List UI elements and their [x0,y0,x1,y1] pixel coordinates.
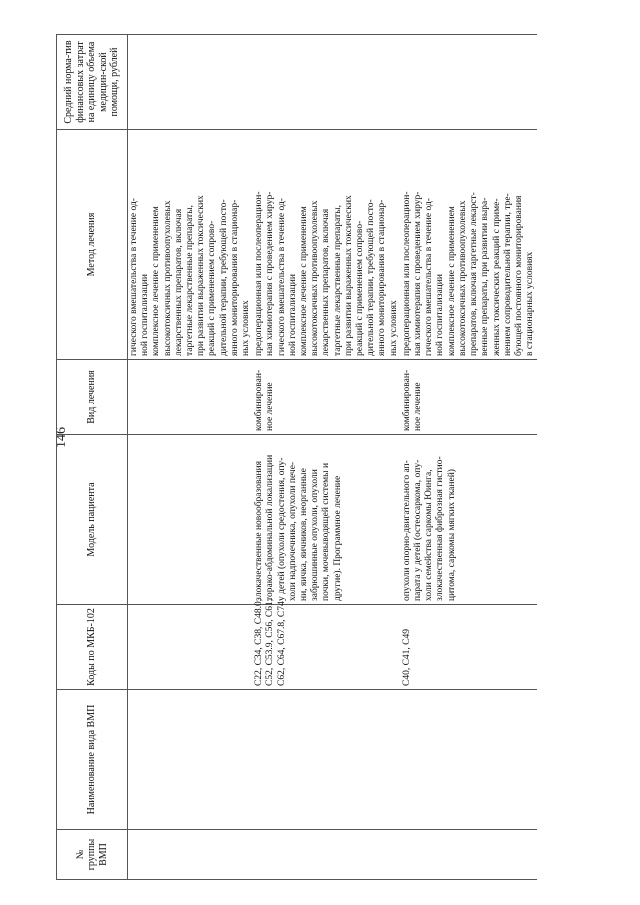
cell-cost [401,35,537,130]
header-group: № группы ВМП [57,830,128,880]
cell-group [253,830,401,880]
cell-line: комплексное лечение с применением [151,206,162,356]
cell-line: холи надпочечника, опухоли пече- [287,461,298,601]
cell-line: таргетные лекарственные препараты, [185,205,196,356]
rotated-table-container [56,35,631,880]
cell-line: препаратов, включая таргетные лекарст- [469,192,480,356]
cell-codes [253,598,401,690]
cell-line: другие). Программное лечение [332,475,343,601]
cell-line: ных условиях [388,300,399,356]
cell-line: цитома, саркомы мягких тканей) [446,469,457,601]
cell-line: высокотоксичных противоопухолевых [457,200,468,356]
cell-line: у детей (опухоли средостения, опу- [276,457,287,601]
table-row [253,35,401,880]
cell-group [401,830,537,880]
cell-line: C52, C53.9, C56, C61, [265,598,276,686]
cell-line: ное лечение [413,382,424,431]
cell-line: при развитии выраженных токсических [196,195,207,356]
cell-line: лекарственных препаратов, включая [173,208,184,356]
cell-method [128,130,254,360]
cell-line: в стационарных условиях [525,251,536,356]
cell-line: злокачественная фиброзная гистио- [435,456,446,601]
cell-line: C22, C34, C38, C48.0, [254,598,265,686]
cell-line: C62, C64, C67.8, C74 [276,601,287,686]
cell-line: холи семейства саркомы Юинга, [424,469,435,601]
cell-line: комплексное лечение с применением [299,206,310,356]
cell-group [128,830,254,880]
cell-line: янного мониторирования в стационар- [229,199,240,356]
header-model: Модель пациента [57,435,128,605]
cell-line: женных токсических реакций с приме- [491,198,502,356]
header-codes: Коды по МКБ-102 [57,605,128,690]
cell-line: бующей постоянного мониторирования [513,195,524,356]
table-row [128,35,254,880]
cell-line: парата у детей (остеосаркома, опу- [413,459,424,601]
cell-name [253,690,401,830]
cell-line: почки, мочевыводящей системы и [321,462,332,601]
cell-line: предоперационная или послеоперацион- [401,191,412,356]
cell-codes [128,605,254,690]
cell-type [128,360,254,435]
cell-line: при развитии выраженных токсических [343,195,354,356]
cell-line: комбинирован- [254,369,265,431]
cell-line: реакций с применением сопрово- [355,220,366,356]
cell-line: забрюшинные опухоли, опухоли [310,469,321,601]
cell-model [401,435,537,605]
cell-line: комбинирован- [401,369,412,431]
cell-line: ная химиотерапия с проведением хирур- [413,191,424,356]
cell-line: ной госпитализации [140,274,151,356]
cell-model [128,435,254,605]
cell-line: ной госпитализации [435,274,446,356]
cell-line: ная химиотерапия с проведением хирур- [265,191,276,356]
cell-line: лекарственных препаратов, включая [321,208,332,356]
cell-line: C40, C41, C49 [401,628,412,686]
cell-cost [253,35,401,130]
cell-line: янного мониторирования в стационар- [377,199,388,356]
table-header-row [57,35,128,880]
cell-line: гического вмешательства в течение од- [276,198,287,356]
cell-line: гического вмешательства в течение од- [129,198,139,356]
header-method: Метод лечения [57,130,128,360]
header-cost: Средний норма-тив финансовых затрат на единицу объема медицин-ской помощи, рублей [57,35,128,130]
cell-line: высокотоксичных противоопухолевых [162,200,173,356]
cell-line: венные препараты, при развитии выра- [480,197,491,356]
cell-line: высокотоксичных противоопухолевых [310,200,321,356]
header-type: Вид лечения [57,360,128,435]
cell-line: реакций с применением сопрово- [207,220,218,356]
cell-line: гического вмешательства в течение од- [424,198,435,356]
page-number: 146 [54,427,69,448]
cell-line: злокачественные новообразования [254,460,265,601]
cell-type [401,360,537,435]
vmp-table [56,34,537,880]
cell-line: торако-абдоминальной локализации [265,454,276,601]
cell-name [128,690,254,830]
cell-name [401,690,537,830]
cell-line: опухоли опорно-двигательного ап- [401,460,412,601]
cell-line: дительной терапии, требующей посто- [366,199,377,356]
cell-line: ной госпитализации [287,274,298,356]
cell-line: ных условиях [241,300,252,356]
cell-line: ни, яичка, яичников, неорганные [299,468,310,601]
cell-method [253,130,401,360]
cell-line: комплексное лечение с применением [446,206,457,356]
header-name: Наименование вида ВМП [57,690,128,830]
cell-cost [128,35,254,130]
table-row [401,35,537,880]
cell-type [253,360,401,435]
cell-line: предоперационная или послеоперацион- [254,191,265,356]
cell-line: ное лечение [265,382,276,431]
cell-line: таргетные лекарственные препараты, [332,205,343,356]
cell-codes [401,605,537,690]
cell-line: дительной терапии, требующей посто- [218,199,229,356]
cell-model [253,435,401,605]
cell-method [401,130,537,360]
cell-line: нением сопроводительной терапии, тре- [502,193,513,356]
